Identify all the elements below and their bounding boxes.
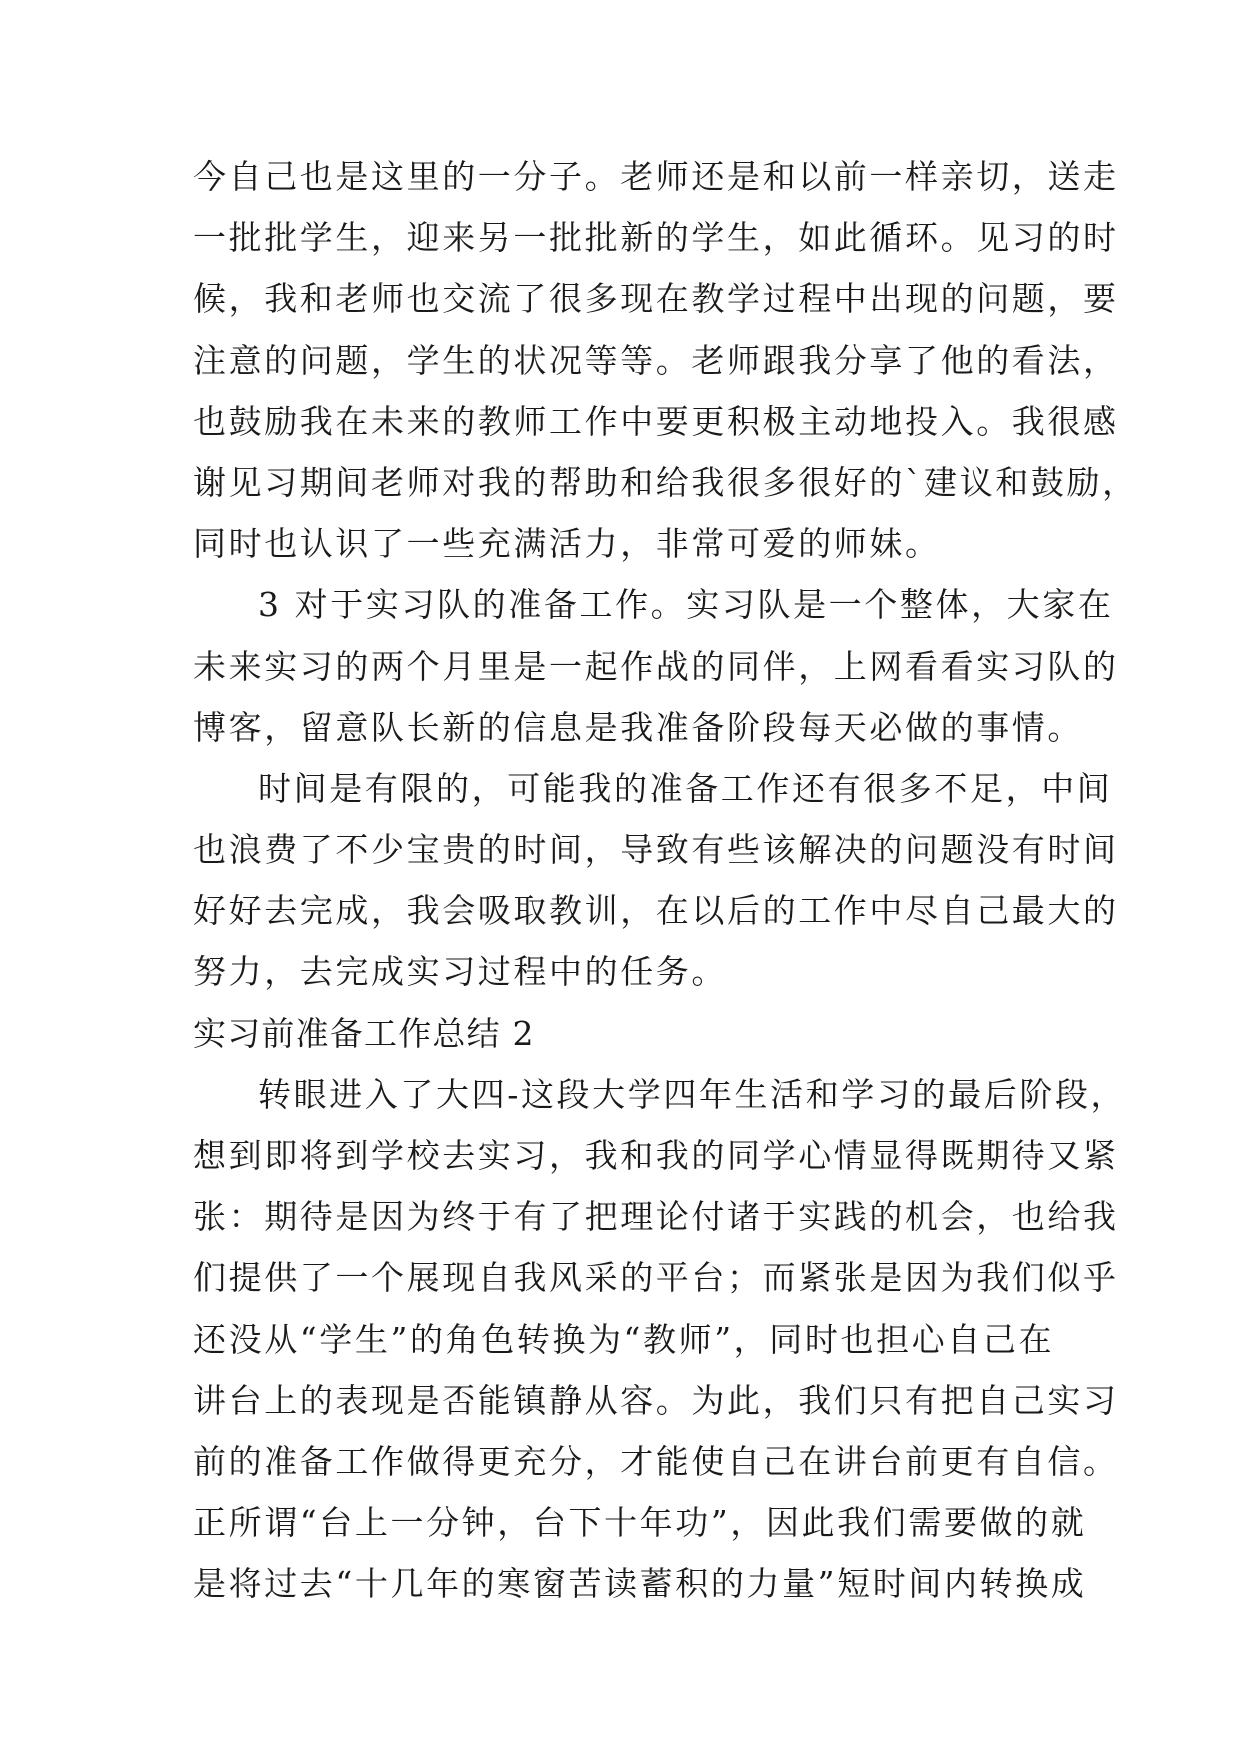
- text-line: 张：期待是因为终于有了把理论付诸于实践的机会，也给我: [193, 1197, 1119, 1237]
- document-body: [193, 146, 1138, 1615]
- text-line: 们提供了一个展现自我风采的平台；而紧张是因为我们似乎: [193, 1258, 1119, 1298]
- text-line: 想到即将到学校去实习，我和我的同学心情显得既期待又紧: [193, 1136, 1119, 1175]
- text-line: 是将过去“十几年的寒窗苦读蓄积的力量”短时间内转换成: [193, 1564, 1087, 1604]
- text-line: 注意的问题，学生的状况等等。老师跟我分享了他的看法，: [193, 340, 1119, 380]
- text-line: 好好去完成，我会吸取教训，在以后的工作中尽自己最大的: [193, 891, 1119, 931]
- text-line: 讲台上的表现是否能镇静从容。为此，我们只有把自己实习: [193, 1380, 1119, 1420]
- paragraph-first-line: 转眼进入了大四-这段大学四年生活和学习的最后阶段，: [258, 1074, 1127, 1114]
- text-line: 还没从“学生”的角色转换为“教师”，同时也担心自己在: [193, 1319, 1055, 1359]
- text-line: 未来实习的两个月里是一起作战的同伴，上网看看实习队的: [193, 646, 1119, 686]
- text-line: 今自己也是这里的一分子。老师还是和以前一样亲切，送走: [193, 157, 1119, 196]
- section-heading: 实习前准备工作总结 2: [193, 1013, 535, 1053]
- text-line: 努力，去完成实习过程中的任务。: [193, 952, 727, 992]
- text-line: 也浪费了不少宝贵的时间，导致有些该解决的问题没有时间: [193, 830, 1119, 870]
- paragraph-first-line: 时间是有限的，可能我的准备工作还有很多不足，中间: [258, 768, 1113, 808]
- text-line: 正所谓“台上一分钟，台下十年功”，因此我们需要做的就: [193, 1503, 1087, 1543]
- text-line: 候，我和老师也交流了很多现在教学过程中出现的问题，要: [193, 279, 1119, 319]
- text-line: 博客，留意队长新的信息是我准备阶段每天必做的事情。: [193, 707, 1083, 747]
- text-line: 前的准备工作做得更充分，才能使自己在讲台前更有自信。: [193, 1441, 1119, 1481]
- text-line: 一批批学生，迎来另一批批新的学生，如此循环。见习的时: [193, 218, 1119, 258]
- text-line: 同时也认识了一些充满活力，非常可爱的师妹。: [193, 524, 941, 564]
- text-line: 谢见习期间老师对我的帮助和给我很多很好的`建议和鼓励，: [193, 462, 1138, 502]
- paragraph-first-line: 3 对于实习队的准备工作。实习队是一个整体，大家在: [258, 585, 1114, 625]
- text-line: 也鼓励我在未来的教师工作中要更积极主动地投入。我很感: [193, 401, 1119, 441]
